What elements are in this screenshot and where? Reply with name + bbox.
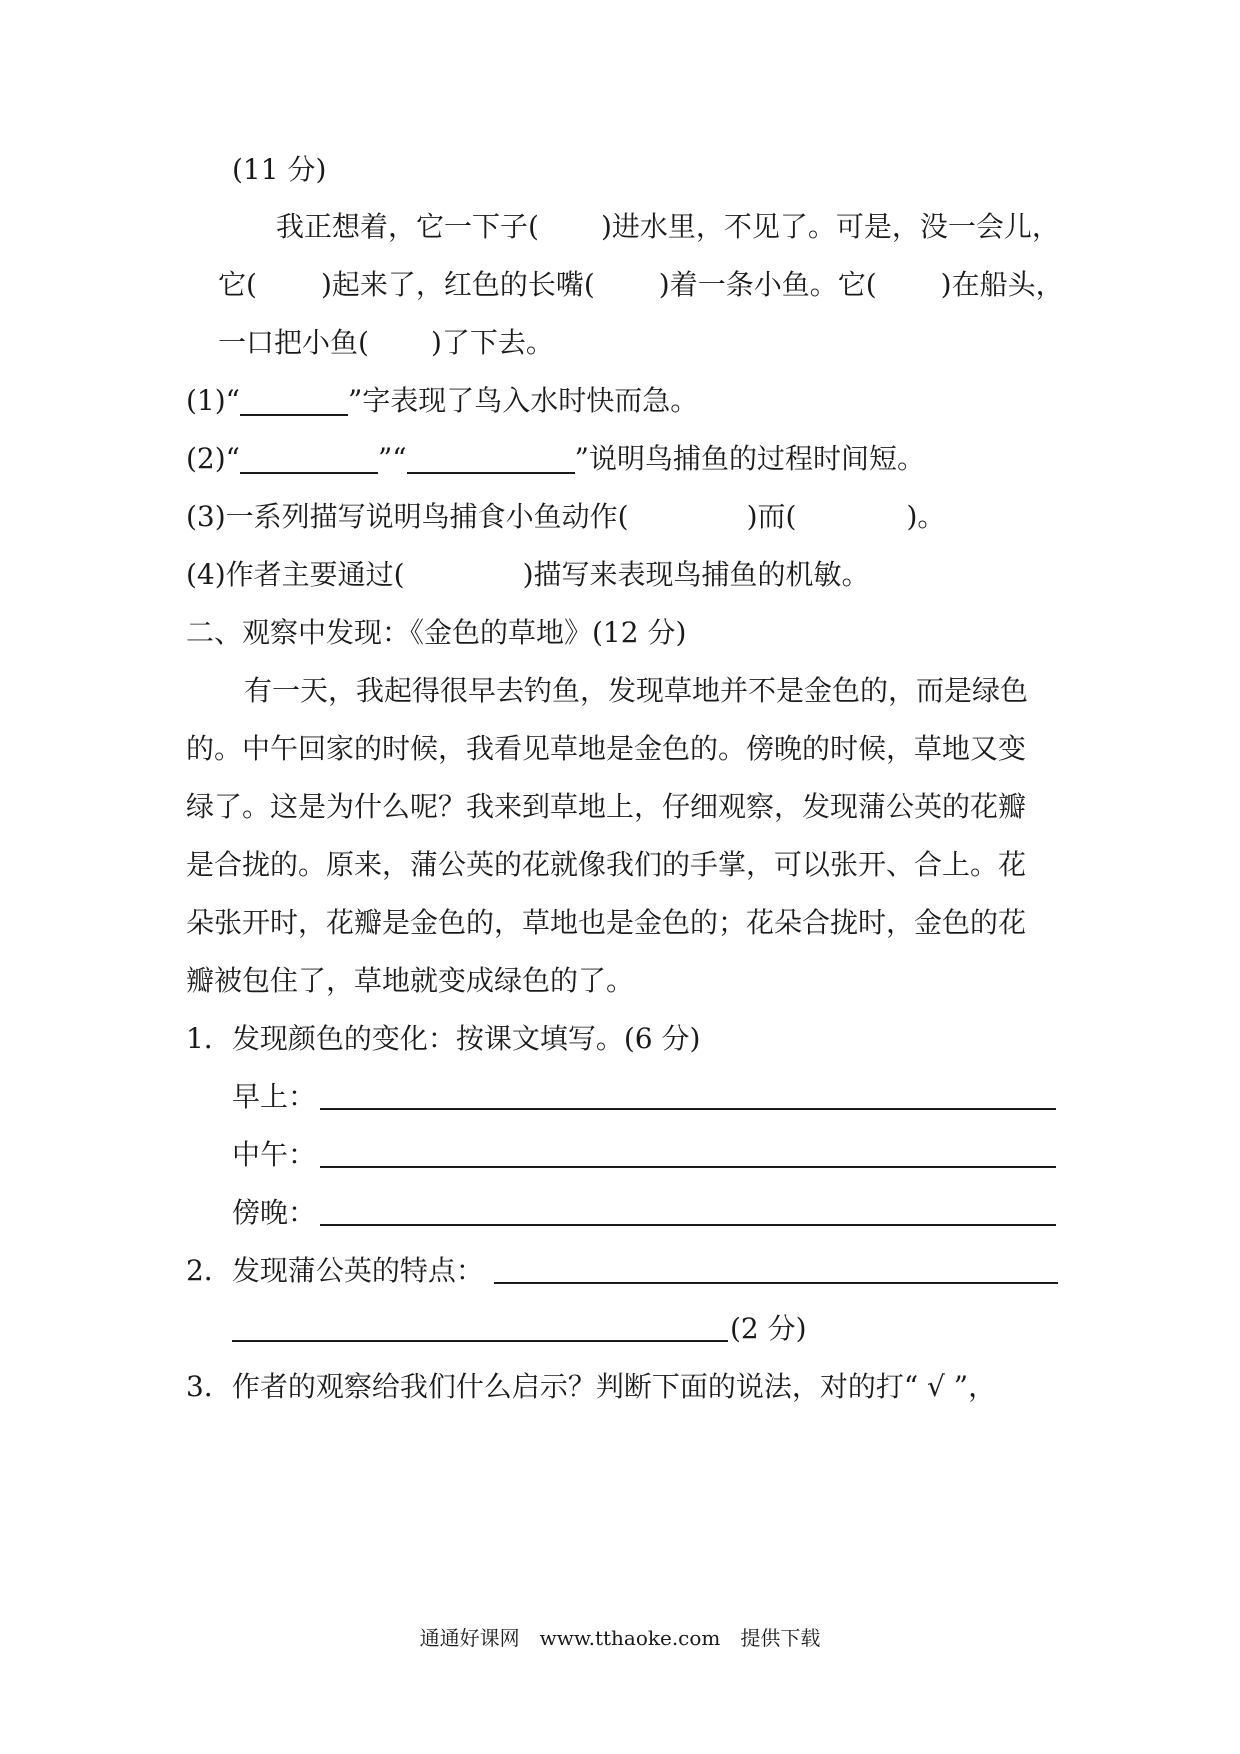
excerpt-text: )着一条小鱼。它(: [658, 268, 877, 301]
answer-line[interactable]: [240, 384, 348, 416]
passage-line-4: 是合拢的。原来，蒲公英的花就像我们的手掌，可以张开、合上。花: [186, 848, 1027, 881]
question-text: (3)一系列描写说明鸟捕食小鱼动作(: [186, 500, 629, 533]
excerpt-text: 它(: [218, 268, 257, 301]
section-2-heading: 二、观察中发现：《金色的草地》(12 分): [186, 616, 687, 649]
question-text: )描写来表现鸟捕鱼的机敏。: [522, 558, 870, 591]
passage-line-1: 有一天，我起得很早去钓鱼，发现草地并不是金色的，而是绿色: [244, 674, 1029, 707]
question-text: (2)“: [186, 442, 240, 475]
question-text: ”“: [377, 442, 407, 475]
question-1-4: [186, 555, 870, 595]
question-2-2: 2．发现蒲公英的特点：: [186, 1254, 484, 1287]
excerpt-text: 我正想着，它一下子(: [276, 210, 539, 243]
passage-line-6: 瓣被包住了，草地就变成绿色的了。: [186, 964, 635, 997]
answer-line[interactable]: [240, 442, 378, 474]
question-2-3: 3．作者的观察给我们什么启示？判断下面的说法，对的打“ √ ”，: [186, 1370, 997, 1403]
excerpt-text: )进水里，不见了。可是，没一会儿，: [600, 210, 1060, 243]
passage-line-2: 的。中午回家的时候，我看见草地是金色的。傍晚的时候，草地又变: [186, 732, 1027, 765]
excerpt-line-3: [218, 323, 554, 363]
answer-line-noon[interactable]: [320, 1166, 1056, 1168]
question-text: (1)“: [186, 384, 240, 417]
question-text: ”说明鸟捕鱼的过程时间短。: [574, 442, 925, 475]
answer-line-q2b[interactable]: [232, 1340, 728, 1342]
label-noon: 中午：: [232, 1138, 317, 1171]
excerpt-text: )了下去。: [430, 326, 554, 359]
question-1-2: [186, 439, 925, 479]
passage-line-5: 朵张开时，花瓣是金色的，草地也是金色的；花朵合拢时，金色的花: [186, 906, 1027, 939]
label-morning: 早上：: [232, 1080, 317, 1113]
label-evening: 傍晚：: [232, 1196, 317, 1229]
answer-line[interactable]: [407, 442, 575, 474]
excerpt-text: 一口把小鱼(: [218, 326, 369, 359]
question-text: )。: [906, 500, 946, 533]
question-text: (4)作者主要通过(: [186, 558, 405, 591]
answer-line-q2a[interactable]: [494, 1282, 1058, 1284]
question-2-2-score: (2 分): [730, 1312, 807, 1345]
question-1-1: [186, 381, 698, 421]
excerpt-line-1: [276, 207, 1060, 247]
question-text: )而(: [746, 500, 797, 533]
excerpt-text: )起来了，红色的长嘴(: [320, 268, 595, 301]
answer-line-morning[interactable]: [320, 1108, 1056, 1110]
answer-line-evening[interactable]: [320, 1224, 1056, 1226]
question-1-3: [186, 497, 945, 537]
footer-credit: 通通好课网 www.tthaoke.com 提供下载: [419, 1626, 821, 1650]
question-text: ”字表现了鸟入水时快而急。: [347, 384, 699, 417]
question-2-1: 1．发现颜色的变化：按课文填写。(6 分): [186, 1022, 701, 1055]
excerpt-line-2: [218, 265, 1064, 305]
section-score: (11 分): [232, 153, 327, 186]
passage-line-3: 绿了。这是为什么呢？我来到草地上，仔细观察，发现蒲公英的花瓣: [186, 790, 1027, 823]
excerpt-text: )在船头，: [940, 268, 1064, 301]
